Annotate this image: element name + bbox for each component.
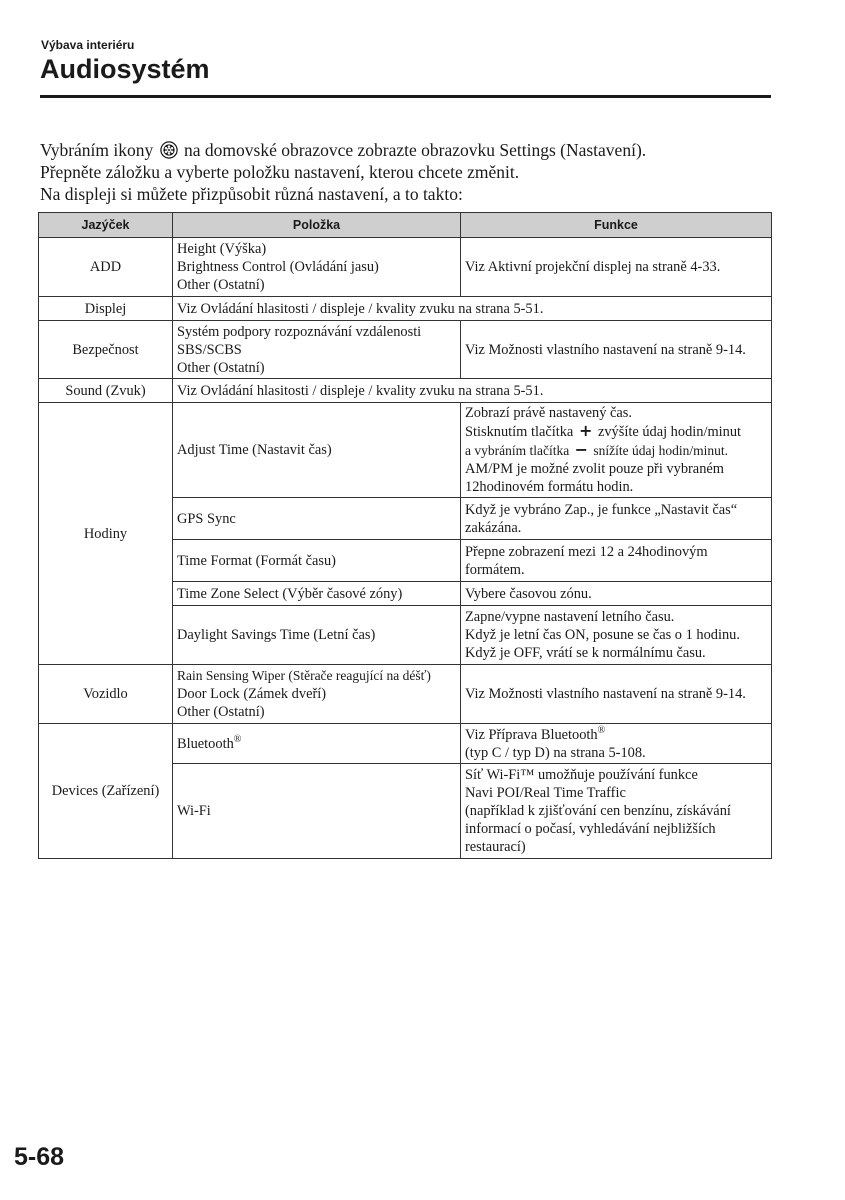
intro-text — [40, 139, 780, 205]
item-text: Bluetooth — [177, 735, 234, 752]
table-row — [39, 724, 772, 764]
intro-line-2: Přepněte záložku a vyberte položku nastavení, kterou chcete změnit. — [40, 162, 520, 182]
tab-cell-displej: Displej — [39, 297, 173, 321]
item-cell: Time Format (Formát času) — [173, 540, 461, 582]
intro-line-3: Na displeji si můžete přizpůsobit různá nastavení, a to takto: — [40, 184, 463, 204]
tab-cell-add: ADD — [39, 238, 173, 297]
function-line: informací o počasí, vyhledávání nejbližších — [465, 821, 716, 837]
function-line — [465, 441, 767, 460]
function-line: Když je letní čas ON, posune se čas o 1 hodinu. — [465, 627, 740, 643]
function-text: a vybráním tlačítka — [465, 443, 570, 458]
intro-line-1 — [40, 139, 780, 161]
minus-icon: − — [574, 440, 588, 459]
function-cell: Vybere časovou zónu. — [461, 582, 772, 606]
item-cell: GPS Sync — [173, 498, 461, 540]
function-line: Přepne zobrazení mezi 12 a 24hodinovým — [465, 543, 708, 560]
function-cell: Viz Aktivní projekční displej na straně 4-33. — [461, 238, 772, 297]
section-label: Výbava interiéru — [41, 38, 135, 52]
table-row — [39, 665, 772, 724]
title-rule — [40, 95, 771, 98]
tab-cell-hodiny: Hodiny — [39, 403, 173, 665]
function-line: Navi POI/Real Time Traffic — [465, 785, 626, 801]
intro-line-1-before: Vybráním ikony — [40, 140, 154, 160]
function-cell — [461, 606, 772, 665]
function-cell: Viz Možnosti vlastního nastavení na straně 9-14. — [461, 665, 772, 724]
function-line — [465, 422, 767, 441]
item-cell: Daylight Savings Time (Letní čas) — [173, 606, 461, 665]
item-line: Door Lock (Zámek dveří) — [177, 686, 327, 702]
table-row — [39, 403, 772, 498]
item-line: Systém podpory rozpoznávání vzdálenosti — [177, 323, 422, 340]
item-line: Brightness Control (Ovládání jasu) — [177, 259, 379, 275]
table-header-row — [39, 213, 772, 238]
reference-cell: Viz Ovládání hlasitosti / displeje / kvality zvuku na strana 5-51. — [173, 297, 772, 321]
function-line: Když je vybráno Zap., je funkce „Nastavit čas“ — [465, 501, 738, 518]
reference-cell: Viz Ovládání hlasitosti / displeje / kvality zvuku na strana 5-51. — [173, 379, 772, 403]
function-cell — [461, 498, 772, 540]
page-number: 5-68 — [14, 1143, 65, 1171]
table-row — [39, 297, 772, 321]
settings-gear-icon — [160, 141, 178, 159]
function-line: Síť Wi-Fi™ umožňuje používání funkce — [465, 767, 698, 783]
column-header-function: Funkce — [461, 213, 772, 238]
function-line: Když je OFF, vrátí se k normálnímu času. — [465, 645, 706, 661]
item-cell: Wi-Fi — [173, 764, 461, 859]
function-cell: Viz Možnosti vlastního nastavení na straně 9-14. — [461, 321, 772, 379]
function-line: AM/PM je možné zvolit pouze při vybraném — [465, 461, 724, 477]
column-header-tab: Jazýček — [39, 213, 173, 238]
tab-cell-vozidlo: Vozidlo — [39, 665, 173, 724]
function-line: 12hodinovém formátu hodin. — [465, 479, 634, 495]
item-line: Other (Ostatní) — [177, 704, 265, 720]
function-line: Zobrazí právě nastavený čas. — [465, 405, 633, 421]
function-cell — [461, 724, 772, 764]
registered-mark: ® — [597, 724, 606, 736]
table-row — [39, 321, 772, 379]
item-line: Other (Ostatní) — [177, 359, 265, 376]
function-cell — [461, 403, 772, 498]
function-text: snížíte údaj hodin/minut. — [593, 443, 728, 458]
item-cell: Adjust Time (Nastavit čas) — [173, 403, 461, 498]
function-line: formátem. — [465, 561, 525, 578]
table-row — [39, 379, 772, 403]
page-title: Audiosystém — [40, 54, 210, 84]
item-cell — [173, 321, 461, 379]
table-row — [39, 238, 772, 297]
function-line: (typ C / typ D) na strana 5-108. — [465, 744, 646, 761]
function-text: Stisknutím tlačítka — [465, 424, 574, 440]
item-line: Rain Sensing Wiper (Stěrače reagující na déšť) — [177, 668, 431, 683]
function-line: (například k zjišťování cen benzínu, získávání — [465, 803, 731, 819]
function-line: zakázána. — [465, 519, 522, 536]
item-cell — [173, 238, 461, 297]
function-line — [465, 726, 767, 744]
item-cell — [173, 665, 461, 724]
plus-icon: + — [578, 421, 593, 440]
function-text: zvýšíte údaj hodin/minut — [597, 424, 742, 440]
column-header-item: Položka — [173, 213, 461, 238]
item-line: SBS/SCBS — [177, 341, 242, 358]
tab-cell-bezpecnost: Bezpečnost — [39, 321, 173, 379]
tab-cell-devices: Devices (Zařízení) — [39, 724, 173, 859]
item-line: Other (Ostatní) — [177, 277, 265, 293]
settings-table — [38, 212, 772, 859]
item-line: Height (Výška) — [177, 241, 267, 257]
function-cell — [461, 540, 772, 582]
function-text: Viz Příprava Bluetooth — [465, 726, 598, 743]
intro-line-1-after: na domovské obrazovce zobrazte obrazovku Settings (Nastavení). — [184, 140, 647, 160]
item-cell: Time Zone Select (Výběr časové zóny) — [173, 582, 461, 606]
function-cell — [461, 764, 772, 859]
item-cell — [173, 724, 461, 764]
function-line: Zapne/vypne nastavení letního času. — [465, 609, 675, 625]
function-line: restaurací) — [465, 839, 526, 855]
registered-mark: ® — [233, 733, 242, 745]
tab-cell-sound: Sound (Zvuk) — [39, 379, 173, 403]
